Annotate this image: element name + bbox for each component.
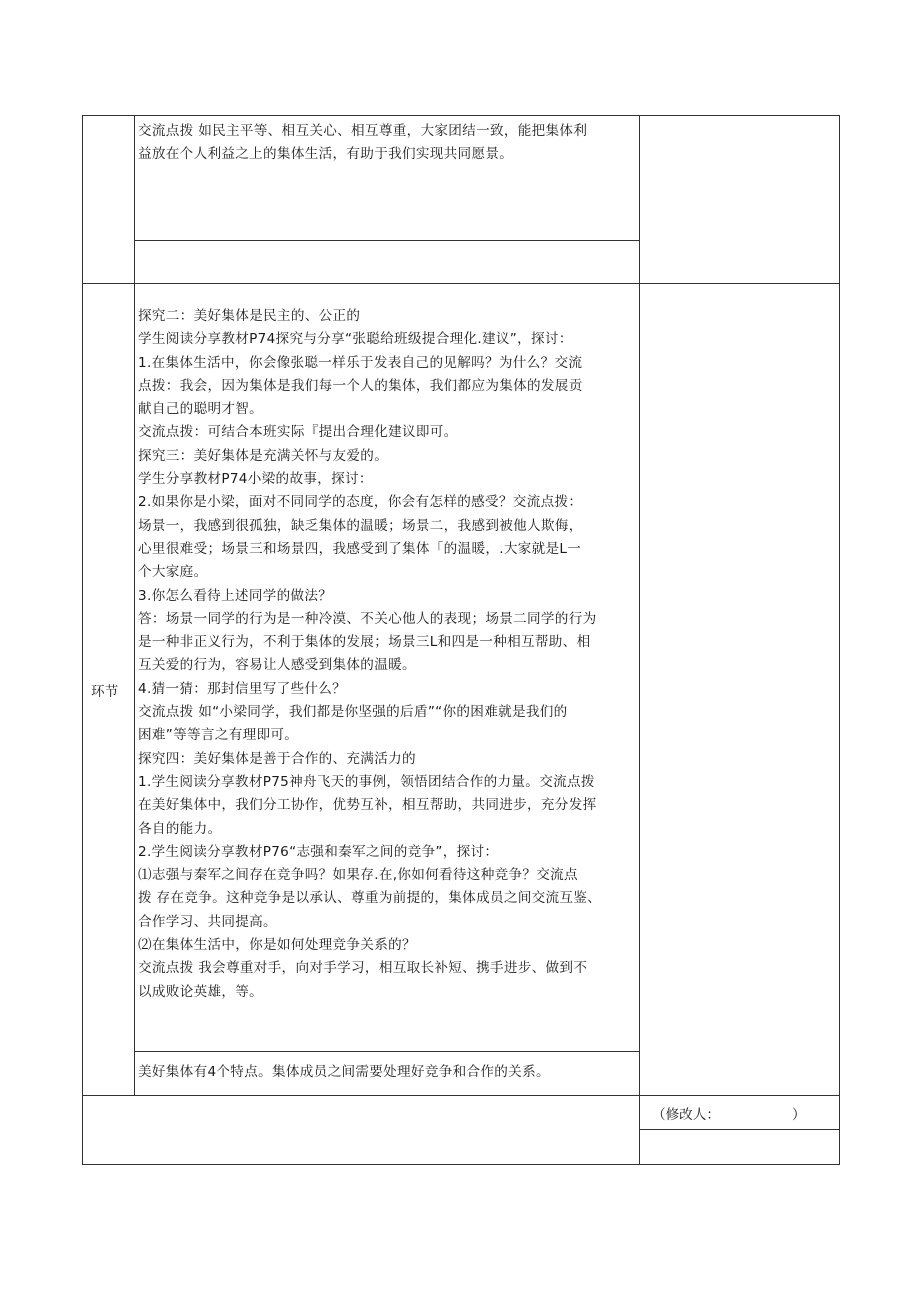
row-divider-2 [82,1095,840,1096]
section-label: 环节 [91,684,119,700]
text-line: 益放在个人利益之上的集体生活，有助于我们实现共同愿景。 [138,146,514,163]
text-line: 交流点拨 如民主平等、相互关心、相互尊重，大家团结一致，能把集体利 [138,123,588,139]
summary-text: 美好集体有4个特点。集体成员之间需要处理好竞争和合作的关系。 [138,1064,550,1080]
row-divider-1 [82,283,840,284]
inner-divider-row2 [134,1051,639,1052]
text-line: 点拨：我会，因为集体是我们每一个人的集体，我们都应为集体的发展贡 [138,377,583,394]
text-line: 各自的能力。 [138,820,222,837]
text-line: 学生分享教材P74小梁的故事，探讨： [138,471,373,488]
text-line: 互关爱的行为，容易让人感受到集体的温暖。 [138,657,416,674]
text-line: 探究四：美好集体是善于合作的、充满活力的 [138,750,416,767]
text-line: 探究三：美好集体是充满关怀与友爱的。 [138,447,389,464]
text-line: ⑴志强与秦军之间存在竞争吗？如果存.在,你如何看待这种竞争？交流点 [138,867,578,884]
text-line: 交流点拨 如“小梁同学，我们都是你坚强的后盾”“你的困难就是我们的 [138,704,568,721]
text-line: 学生阅读分享教材P74探究与分享“张聪给班级提合理化.建议”，探讨： [138,331,573,348]
text-line: 合作学习、共同提高。 [138,913,277,930]
row2-summary [138,1061,550,1084]
column-divider-left [134,115,135,1095]
row2-content [138,305,601,1004]
text-line: 拨 存在竞争。这种竞争是以承认、尊重为前提的，集体成员之间交流互鉴、 [138,890,602,907]
text-line: 答：场景一同学的行为是一种冷漠、不关心他人的表现；场景二同学的行为 [138,610,597,627]
text-line: ⑵在集体生活中，你是如何处理竞争关系的？ [138,937,416,954]
inner-divider-row1 [134,240,639,241]
text-line: 场景一，我感到很孤独，缺乏集体的温暖；场景二，我感到被他人欺侮， [138,517,583,534]
text-line: 3.你怎么看待上述同学的做法？ [138,587,333,604]
reviser-label: （修改人： [652,1107,720,1123]
text-line: 交流点拨：可结合本班实际『提出合理化建议即可。 [138,424,458,441]
inner-divider-row3 [639,1129,840,1130]
text-line: 以成败论英雄，等。 [138,983,264,1000]
text-line: 困难”等等言之有理即可。 [138,727,299,744]
text-line: 心里很难受；场景三和场景四，我感受到了集体「的温暖，.大家就是L一 [138,540,582,557]
text-line: 探究二：美好集体是民主的、公正的 [138,308,361,324]
text-line: 1.学生阅读分享教材P75神舟飞天的事例，领悟团结合作的力量。交流点拨 [138,773,595,790]
row1-content [138,120,587,167]
text-line: 4.猜一猜：那封信里写了些什么？ [138,680,347,697]
text-line: 交流点拨 我会尊重对手，向对手学习，相互取长补短、携手进步、做到不 [138,960,588,977]
text-line: 献自己的聪明才智。 [138,401,264,418]
text-line: 在美好集体中，我们分工协作，优势互补，相互帮助，共同进步，充分发挥 [138,797,597,814]
text-line: 个大家庭。 [138,564,208,581]
column-divider-right [639,115,640,1165]
text-line: 1.在集体生活中，你会像张聪一样乐于发表自己的见解吗？为什么？交流 [138,354,583,371]
reviser-close: ） [792,1107,806,1123]
text-line: 2.学生阅读分享教材P76“志强和秦军之间的竞争”，探讨： [138,843,499,860]
text-line: 是一种非正义行为，不利于集体的发展；场景三L和四是一种相互帮助、相 [138,634,591,651]
text-line: 2.如果你是小梁，面对不同同学的态度，你会有怎样的感受？交流点拨： [138,494,583,511]
